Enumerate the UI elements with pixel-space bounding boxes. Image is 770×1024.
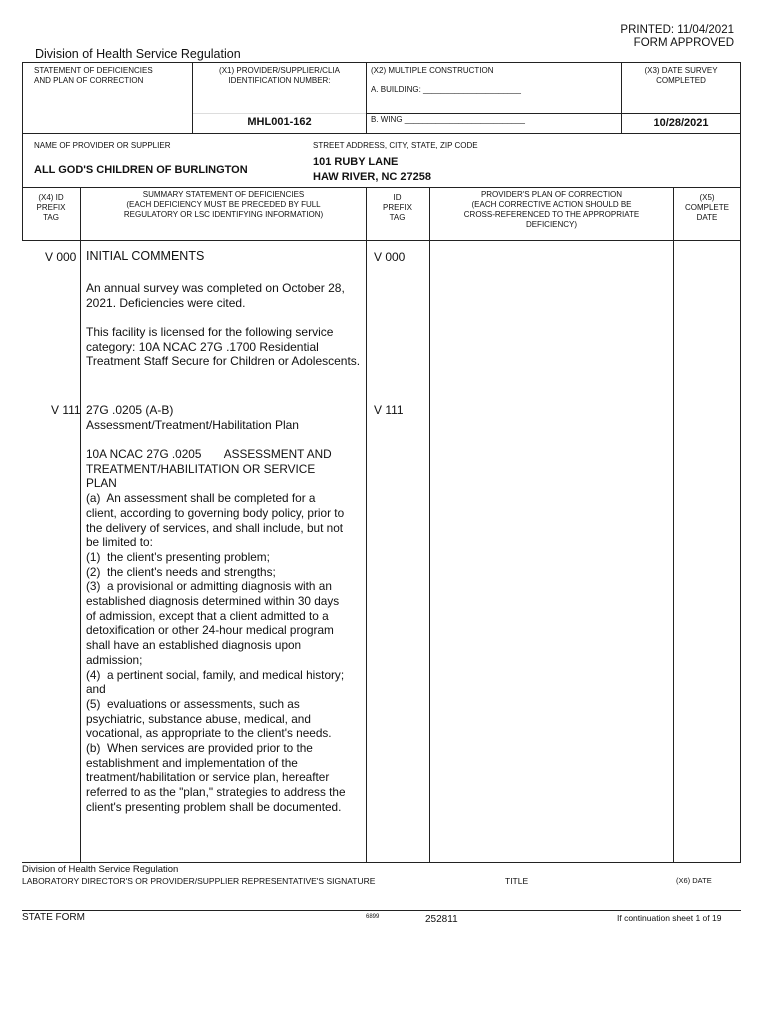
provider-name: ALL GOD'S CHILDREN OF BURLINGTON bbox=[34, 164, 248, 176]
entry-tag: V 111 bbox=[51, 403, 81, 417]
x4-header: (X4) ID PREFIX TAG bbox=[36, 193, 66, 222]
form-code: 6899 bbox=[366, 914, 380, 920]
x3-label: (X3) DATE SURVEY COMPLETED bbox=[644, 66, 718, 85]
plan-header: PROVIDER'S PLAN OF CORRECTION (EACH CORRECTIVE ACTION SHOULD BE CROSS-REFERENCED TO THE APPROPRIATE DEFICIENCY) bbox=[463, 190, 640, 229]
summary-header: SUMMARY STATEMENT OF DEFICIENCIES (EACH DEFICIENCY MUST BE PRECEDED BY FULL REGULATORY OR LSC IDENTIFYING INFORMATION) bbox=[123, 190, 324, 219]
entry-title: INITIAL COMMENTS bbox=[86, 249, 205, 263]
entry-id-tag: V 000 bbox=[374, 250, 406, 264]
printed-date: PRINTED: 11/04/2021 bbox=[620, 24, 734, 36]
form-number: 252811 bbox=[425, 914, 458, 925]
x1-label: (X1) PROVIDER/SUPPLIER/CLIA IDENTIFICATION NUMBER: bbox=[219, 66, 340, 85]
signature-label: LABORATORY DIRECTOR'S OR PROVIDER/SUPPLIER REPRESENTATIVE'S SIGNATURE bbox=[22, 876, 376, 886]
entry-id-tag: V 111 bbox=[374, 403, 404, 417]
entry-title: 27G .0205 (A-B) Assessment/Treatment/Habilitation Plan bbox=[86, 403, 299, 432]
x5-header: (X5) COMPLETE DATE bbox=[684, 193, 729, 222]
x2-label: (X2) MULTIPLE CONSTRUCTION bbox=[371, 66, 494, 75]
continuation-label: If continuation sheet 1 of 19 bbox=[617, 913, 722, 923]
wing-label: B. WING ___________________________ bbox=[371, 115, 525, 124]
entry-paragraph: An annual survey was completed on October 28, 2021. Deficiencies were cited. bbox=[86, 281, 345, 310]
provider-name-label: NAME OF PROVIDER OR SUPPLIER bbox=[34, 141, 171, 150]
entry-paragraph: 10A NCAC 27G .0205 ASSESSMENT AND TREATMENT/HABILITATION OR SERVICE PLAN (a) An assessment shall be completed for a client, according to governing body policy, prior to the delivery of services, and shall include, but not be limited to: (1) the client's presenting problem; (2) the client's needs and strengths; (3) a provisional or admitting diagnosis with an established diagnosis determined within 30 days of admission, except that a client admitted to a detoxification or other 24-hour medical program shall have an established diagnosis upon admission; (4) a pertinent social, family, and medical history; and (5) evaluations or assessments, such as psychiatric, substance abuse, medical, and vocational, as appropriate to the client's needs. (b) When services are provided prior to the establishment and implementation of the treatment/habilitation or service plan, hereafter referred to as the "plan," strategies to address the client's presenting problem shall be documented. bbox=[86, 447, 346, 814]
footer-agency: Division of Health Service Regulation bbox=[22, 864, 179, 875]
entry-paragraph: This facility is licensed for the following service category: 10A NCAC 27G .1700 Residential Treatment Staff Secure for Children or Adolescents. bbox=[86, 325, 361, 369]
date-label: (X6) DATE bbox=[676, 876, 712, 885]
x3-value: 10/28/2021 bbox=[653, 117, 709, 129]
form-approved: FORM APPROVED bbox=[633, 37, 734, 49]
state-form-label: STATE FORM bbox=[22, 912, 85, 923]
building-label: A. BUILDING: ______________________ bbox=[371, 85, 521, 94]
x1-value: MHL001-162 bbox=[247, 116, 312, 128]
agency-title: Division of Health Service Regulation bbox=[35, 47, 241, 61]
id-header: ID PREFIX TAG bbox=[383, 193, 412, 222]
statement-label: STATEMENT OF DEFICIENCIES AND PLAN OF CORRECTION bbox=[34, 66, 153, 85]
address-label: STREET ADDRESS, CITY, STATE, ZIP CODE bbox=[313, 141, 478, 150]
address-line2: HAW RIVER, NC 27258 bbox=[313, 171, 431, 183]
entry-tag: V 000 bbox=[45, 250, 77, 264]
address-line1: 101 RUBY LANE bbox=[313, 156, 399, 168]
title-label: TITLE bbox=[505, 876, 529, 886]
